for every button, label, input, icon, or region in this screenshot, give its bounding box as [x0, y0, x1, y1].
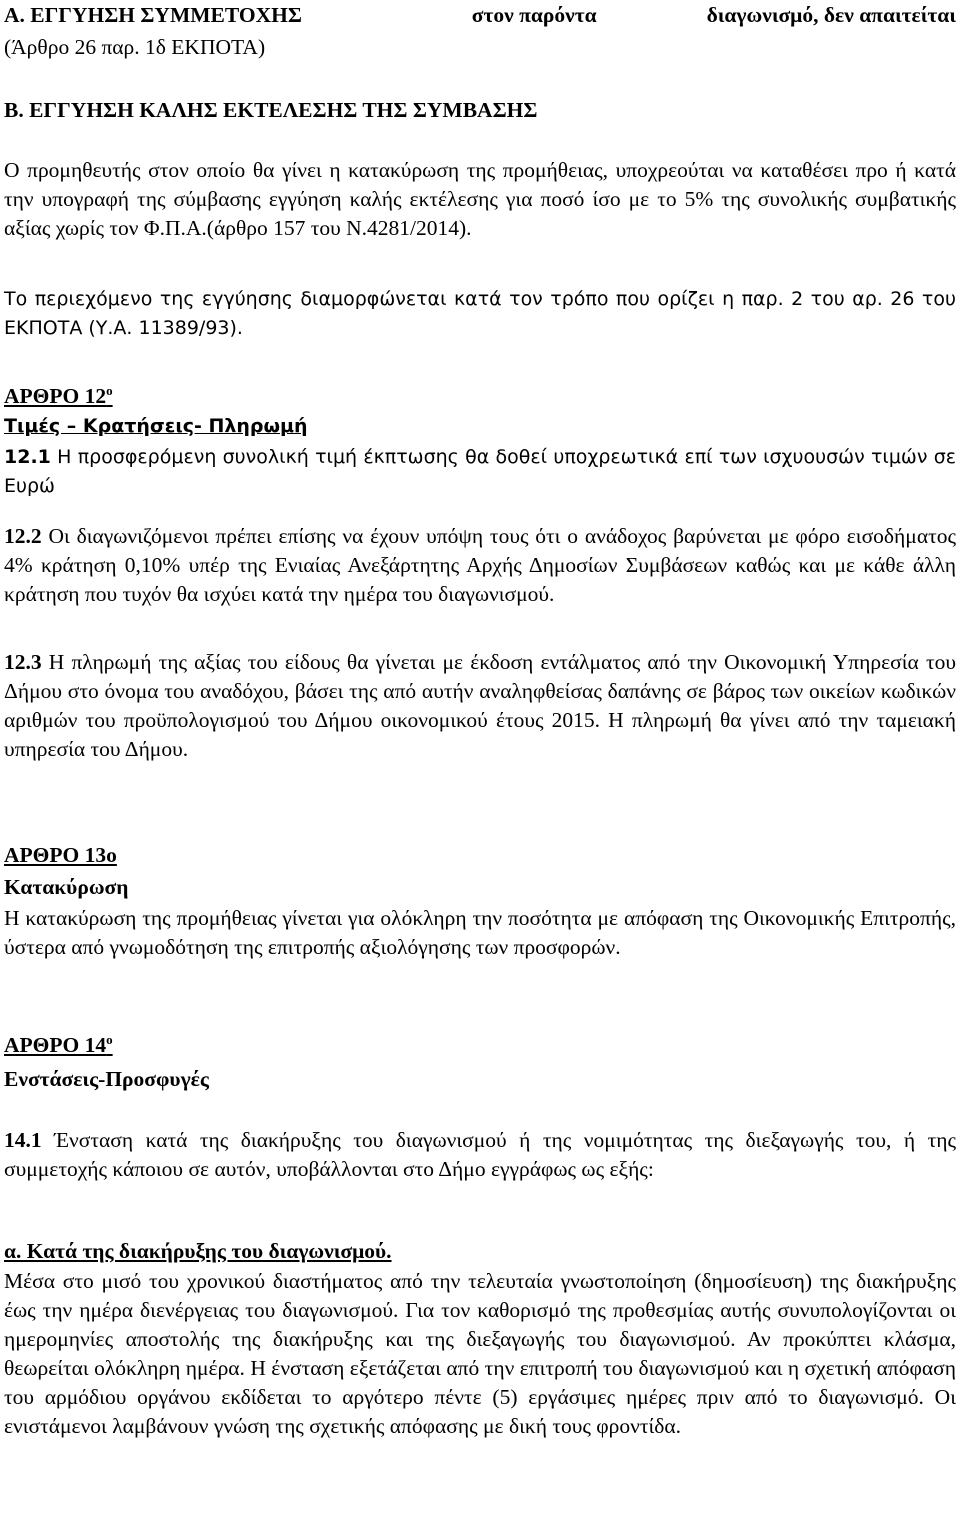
article-14-subsection-a-text: Μέσα στο μισό του χρονικού διαστήματος από την τελευταία γνωστοποίηση (δημοσίευση) της διακήρυξης έως την ημέρα διενέργειας του διαγωνισμού. Για τον καθορισμό της προθεσμίας αυτής συνυπολογίζονται οι ημερομηνίες αποστολής της διακήρυξης και της διεξαγωγής του διαγωνισμού. Αν προκύπτει κλάσμα, θεωρείται ολόκληρη ημέρα. Η ένσταση εξετάζεται από την επιτροπή του διαγωνισμού και η σχετική απόφαση του αρμόδιου οργάνου εκδίδεται το αργότερο πέντε (5) εργάσιμες ημέρες πριν από το διαγωνισμό. Οι ενιστάμενοι λαμβάνουν γνώση της σχετικής απόφασης με δική τους φροντίδα. — [4, 1269, 956, 1438]
article-14-subtitle: Ενστάσεις-Προσφυγές — [4, 1067, 209, 1091]
article-13-subtitle: Κατακύρωση — [4, 875, 129, 899]
paragraph-number: 12.3 — [4, 650, 42, 674]
section-a-middle: στον παρόντα — [471, 3, 597, 27]
section-a-end: διαγωνισμό, δεν απαιτείται — [706, 3, 956, 27]
section-b-paragraph-1: Ο προμηθευτής στον οποίο θα γίνει η κατακύρωση της προμήθειας, υποχρεούται να καταθέσει προ ή κατά την υπογραφή της σύμβασης εγγύηση καλής εκτέλεσης για ποσό ίσο με το 5% της συνολικής συμβατικής αξίας χωρίς τον Φ.Π.Α.(άρθρο 157 του Ν.4281/2014). — [4, 158, 956, 240]
paragraph-number: 12.2 — [4, 524, 42, 548]
section-a-line1 — [4, 1, 956, 30]
article-12-heading-text: ΑΡΘΡΟ 12 — [4, 384, 107, 408]
paragraph-text: Ένσταση κατά της διακήρυξης του διαγωνισμού ή της νομιμότητας της διεξαγωγής του, ή της συμμετοχής κάποιου σε αυτόν, υποβάλλονται στο Δήμο εγγράφως ως εξής: — [4, 1128, 956, 1181]
article-12-paragraph-2 — [4, 522, 956, 609]
section-a-line2: (Άρθρο 26 παρ. 1δ ΕΚΠΟΤΑ) — [4, 35, 266, 59]
article-14-subsection-a-heading: α. Κατά της διακήρυξης του διαγωνισμού. — [4, 1239, 392, 1263]
article-13-heading: ΑΡΘΡΟ 13ο — [4, 843, 117, 867]
article-14-heading-text: ΑΡΘΡΟ 14 — [4, 1033, 107, 1057]
article-14-paragraph-1 — [4, 1126, 956, 1184]
article-14-heading-sup: ο — [106, 1032, 113, 1047]
paragraph-number: 14.1 — [4, 1128, 42, 1152]
section-b-heading: Β. ΕΓΓΥΗΣΗ ΚΑΛΗΣ ΕΚΤΕΛΕΣΗΣ ΤΗΣ ΣΥΜΒΑΣΗΣ — [4, 98, 538, 122]
article-12-paragraph-3 — [4, 648, 956, 764]
article-12-subtitle: Τιμές – Κρατήσεις- Πληρωμή — [4, 415, 308, 437]
paragraph-text: Η προσφερόμενη συνολική τιμή έκπτωσης θα δοθεί υποχρεωτικά επί των ισχυουσών τιμών σε Ευρώ — [4, 446, 956, 497]
paragraph-number: 12.1 — [4, 446, 51, 468]
paragraph-text: Οι διαγωνιζόμενοι πρέπει επίσης να έχουν υπόψη τους ότι ο ανάδοχος βαρύνεται με φόρο εισοδήματος 4% κράτηση 0,10% υπέρ της Ενιαίας Ανεξάρτητης Αρχής Δημοσίων Συμβάσεων καθώς και με κάθε άλλη κράτηση που τυχόν θα ισχύει κατά την ημέρα του διαγωνισμού. — [4, 524, 956, 606]
article-12-paragraph-1 — [4, 443, 956, 501]
section-a-label: Α. ΕΓΓΥΗΣΗ ΣΥΜΜΕΤΟΧΗΣ — [4, 3, 302, 27]
section-b-paragraph-2: Το περιεχόμενο της εγγύησης διαμορφώνεται κατά τον τρόπο που ορίζει η παρ. 2 του αρ. 26 του ΕΚΠΟΤΑ (Υ.Α. 11389/93). — [4, 288, 956, 339]
article-12-heading-sup: ο — [106, 383, 113, 398]
paragraph-text: Η πληρωμή της αξίας του είδους θα γίνεται με έκδοση εντάλματος από την Οικονομική Υπηρεσία του Δήμου στο όνομα του αναδόχου, βάσει της από αυτήν αναληφθείσας δαπάνης σε βάρος των οικείων κωδικών αριθμών του προϋπολογισμού του Δήμου οικονομικού έτους 2015. Η πληρωμή θα γίνει από την ταμειακή υπηρεσία του Δήμου. — [4, 650, 956, 761]
article-13-paragraph: Η κατακύρωση της προμήθειας γίνεται για ολόκληρη την ποσότητα με απόφαση της Οικονομικής Επιτροπής, ύστερα από γνωμοδότηση της επιτροπής αξιολόγησης των προσφορών. — [4, 906, 956, 959]
article-14-heading — [4, 1031, 956, 1060]
article-12-heading — [4, 382, 956, 411]
